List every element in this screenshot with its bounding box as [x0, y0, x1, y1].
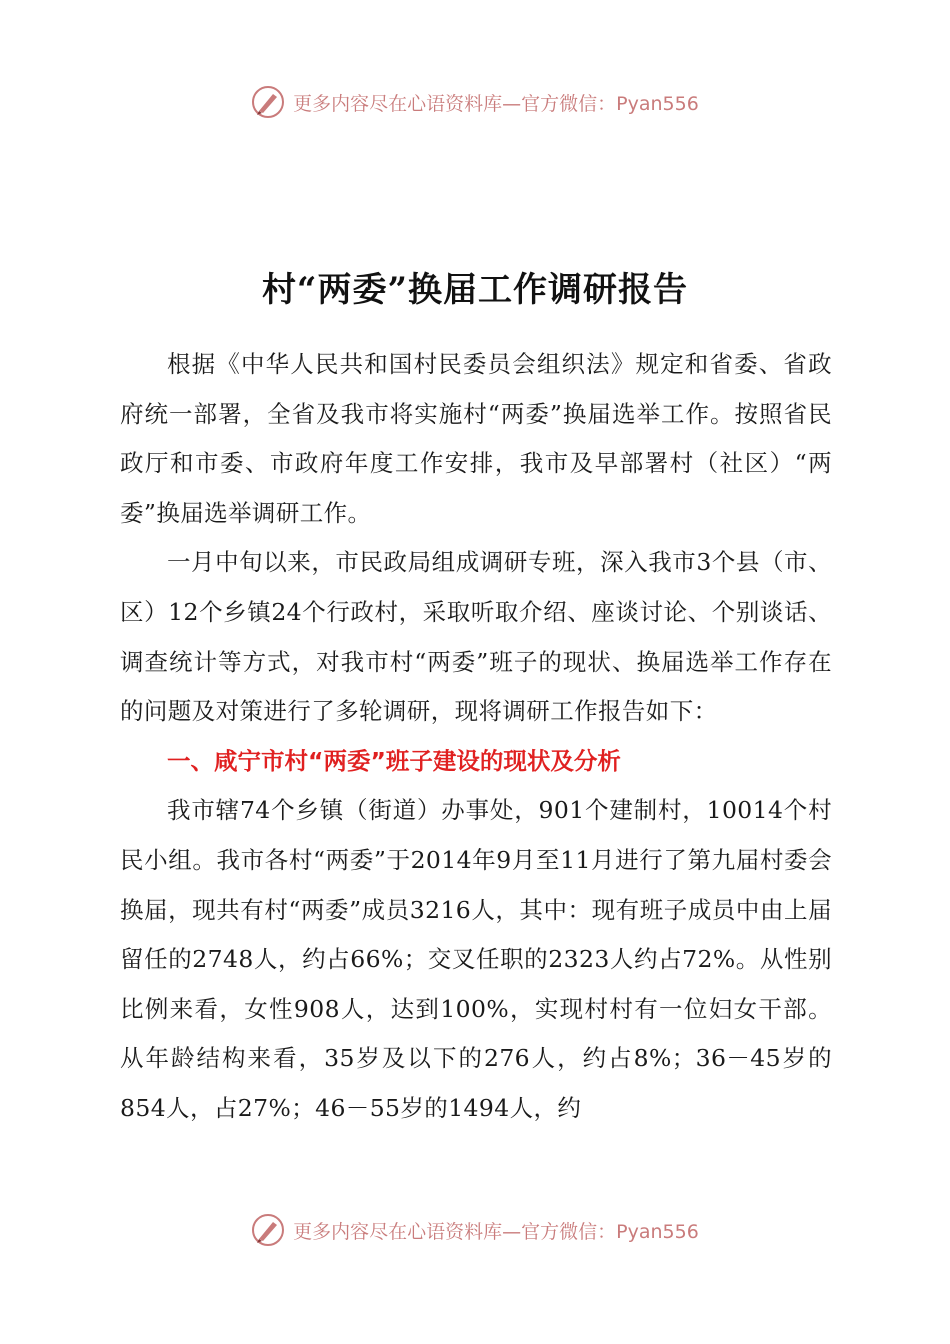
- watermark-text: 更多内容尽在心语资料库—官方微信：Pyan556: [293, 1220, 699, 1243]
- paragraph-intro: 根据《中华人民共和国村民委员会组织法》规定和省委、省政府统一部署，全省及我市将实施村“两委”换届选举工作。按照省民政厅和市委、市政府年度工作安排，我市及早部署村（社区）“两委”换届选举调研工作。: [120, 350, 832, 527]
- paragraph-method: 一月中旬以来，市民政局组成调研专班，深入我市3个县（市、区）12个乡镇24个行政村，采取听取介绍、座谈讨论、个别谈话、调查统计等方式，对我市村“两委”班子的现状、换届选举工作存在的问题及对策进行了多轮调研，现将调研工作报告如下：: [120, 548, 832, 726]
- document-body: [120, 340, 832, 1134]
- watermark-text: 更多内容尽在心语资料库—官方微信：Pyan556: [293, 92, 699, 115]
- paragraph-section1: 我市辖74个乡镇（街道）办事处，901个建制村，10014个村民小组。我市各村“两委”于2014年9月至11月进行了第九届村委会换届，现共有村“两委”成员3216人，其中：现有班子成员中由上届留任的2748人，约占66%；交叉任职的2323人约占72%。从性别比例来看，女性908人，达到100%，实现村村有一位妇女干部。从年龄结构来看，35岁及以下的276人，约占8%；36－45岁的854人，占27%；46－55岁的1494人，约: [120, 796, 832, 1122]
- watermark-header: [0, 82, 950, 122]
- watermark-footer: [0, 1210, 950, 1250]
- section-heading-1: 一、咸宁市村“两委”班子建设的现状及分析: [167, 746, 621, 775]
- page-title: 村“两委”换届工作调研报告: [261, 270, 689, 310]
- pen-logo-icon: [251, 1213, 285, 1247]
- pen-logo-icon: [251, 85, 285, 119]
